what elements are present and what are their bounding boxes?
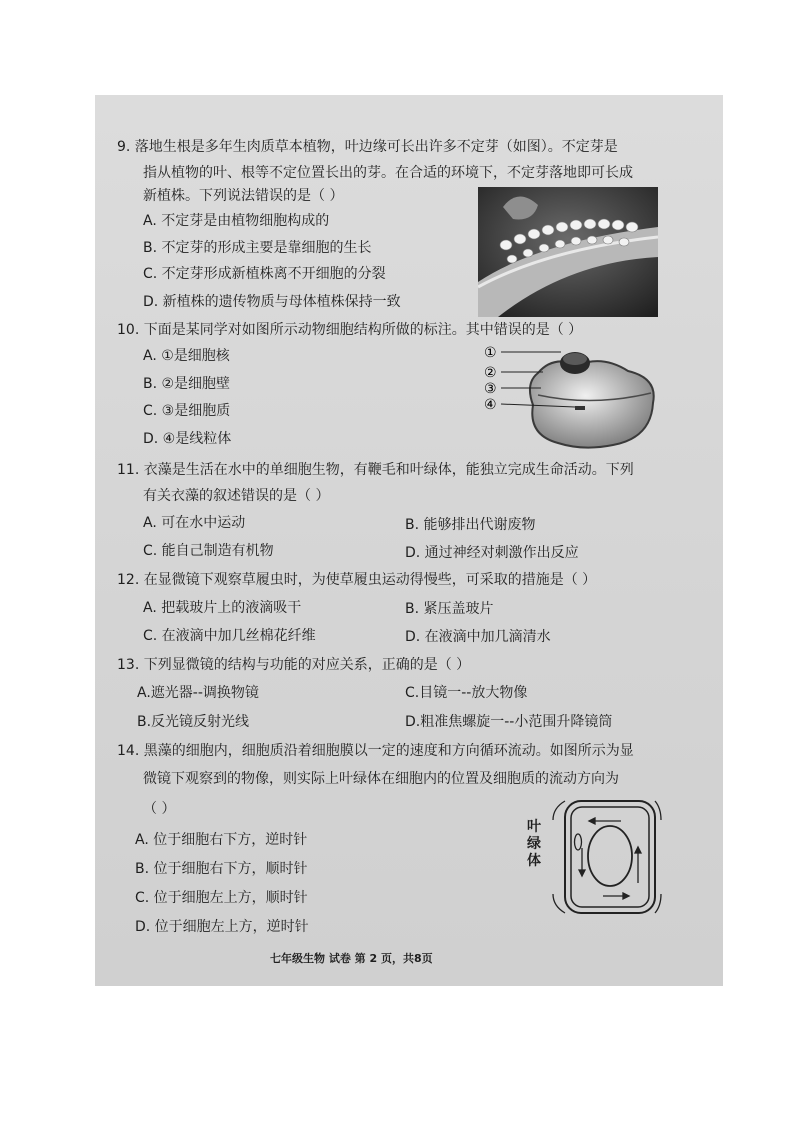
q9-option-c[interactable]: C. 不定芽形成新植株离不开细胞的分裂	[143, 266, 386, 282]
exam-page	[95, 95, 723, 986]
q11-stem-line2: 有关衣藻的叙述错误的是（ ）	[143, 488, 330, 504]
q13-stem: 13. 下列显微镜的结构与功能的对应关系，正确的是（ ）	[117, 657, 471, 673]
q10-option-d[interactable]: D. ④是线粒体	[143, 431, 232, 447]
q14-option-a[interactable]: A. 位于细胞右下方，逆时针	[135, 832, 308, 848]
q9-plant-photo	[478, 187, 658, 317]
q12-option-a[interactable]: A. 把载玻片上的液滴吸干	[143, 600, 302, 616]
page-footer: 七年级生物 试卷 第 2 页，共8页	[270, 952, 433, 965]
q11-option-c[interactable]: C. 能自己制造有机物	[143, 543, 274, 559]
q14-option-b[interactable]: B. 位于细胞右下方，顺时针	[135, 861, 308, 877]
q10-animal-cell-figure	[483, 343, 663, 453]
q11-option-b[interactable]: B. 能够排出代谢废物	[405, 517, 536, 533]
q10-label-3: ③	[484, 381, 497, 397]
q14-cell-figure	[523, 798, 663, 918]
q14-option-d[interactable]: D. 位于细胞左上方，逆时针	[135, 919, 309, 935]
q11-option-a[interactable]: A. 可在水中运动	[143, 515, 246, 531]
q13-option-d[interactable]: D.粗准焦螺旋一--小范围升降镜筒	[405, 714, 613, 730]
q9-stem-line3: 新植株。下列说法错误的是（ ）	[143, 188, 344, 204]
q10-option-b[interactable]: B. ②是细胞壁	[143, 376, 231, 392]
q9-option-a[interactable]: A. 不定芽是由植物细胞构成的	[143, 213, 330, 229]
q14-stem-line3: （ ）	[143, 801, 176, 817]
q10-option-a[interactable]: A. ①是细胞核	[143, 348, 230, 364]
q14-chloroplast-label: 叶绿体	[527, 819, 541, 869]
q10-label-4: ④	[484, 397, 497, 413]
q11-option-d[interactable]: D. 通过神经对刺激作出反应	[405, 545, 579, 561]
q9-stem-line2: 指从植物的叶、根等不定位置长出的芽。在合适的环境下，不定芽落地即可长成	[143, 165, 633, 181]
q9-option-d[interactable]: D. 新植株的遗传物质与母体植株保持一致	[143, 294, 401, 310]
q12-option-c[interactable]: C. 在液滴中加几丝棉花纤维	[143, 628, 316, 644]
q11-stem-line1: 11. 衣藻是生活在水中的单细胞生物，有鞭毛和叶绿体，能独立完成生命活动。下列	[117, 462, 634, 478]
q13-option-b[interactable]: B.反光镜反射光线	[137, 714, 250, 730]
q12-stem: 12. 在显微镜下观察草履虫时，为使草履虫运动得慢些，可采取的措施是（ ）	[117, 572, 597, 588]
q12-option-b[interactable]: B. 紧压盖玻片	[405, 601, 494, 617]
q13-option-c[interactable]: C.目镜一--放大物像	[405, 685, 528, 701]
q10-option-c[interactable]: C. ③是细胞质	[143, 403, 231, 419]
q9-option-b[interactable]: B. 不定芽的形成主要是靠细胞的生长	[143, 240, 372, 256]
q10-label-1: ①	[484, 345, 497, 361]
q14-stem-line2: 微镜下观察到的物像，则实际上叶绿体在细胞内的位置及细胞质的流动方向为	[143, 771, 619, 787]
q12-option-d[interactable]: D. 在液滴中加几滴清水	[405, 629, 551, 645]
q9-stem-line1: 9. 落地生根是多年生肉质草本植物，叶边缘可长出许多不定芽（如图）。不定芽是	[117, 139, 618, 155]
q10-label-2: ②	[484, 365, 497, 381]
q13-option-a[interactable]: A.遮光器--调换物镜	[137, 685, 259, 701]
q14-option-c[interactable]: C. 位于细胞左上方，顺时针	[135, 890, 308, 906]
q10-stem: 10. 下面是某同学对如图所示动物细胞结构所做的标注。其中错误的是（ ）	[117, 322, 583, 338]
q14-stem-line1: 14. 黑藻的细胞内，细胞质沿着细胞膜以一定的速度和方向循环流动。如图所示为显	[117, 743, 634, 759]
